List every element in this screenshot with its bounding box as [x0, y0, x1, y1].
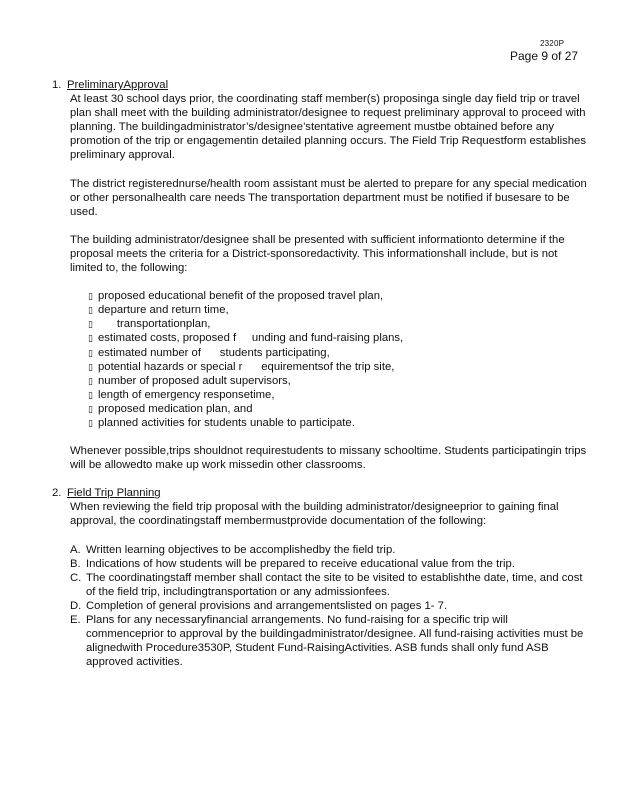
section-1-number: 1. — [52, 79, 62, 91]
bullet-icon: ▯ — [88, 347, 93, 358]
list-item: ▯ departure and return time, — [88, 304, 229, 317]
section-2-heading — [52, 486, 587, 500]
bullet-icon: ▯ — [88, 375, 93, 386]
bullet-icon: ▯ — [88, 417, 93, 428]
bullet-icon: ▯ — [88, 403, 93, 414]
bullet-icon: ▯ — [88, 319, 93, 330]
list-item: E. Plans for any necessaryfinancial arrangements. No fund-raising for a specific trip will commenceprior to approval by the buildingadministrator/designee. All fund-raising activities must be alignedwith Procedure3530P, Student Fund-RaisingActivities. ASB funds shall only fund ASB approved activities. — [70, 614, 584, 669]
document-body — [52, 78, 587, 669]
list-item: A. Written learning objectives to be accomplishedby the field trip. — [70, 543, 396, 556]
list-item: ▯ proposed medication plan, and — [88, 402, 253, 415]
list-item: B. Indications of how students will be prepared to receive educational value from the trip. — [70, 557, 515, 570]
list-item: ▯ estimated costs, proposed f unding and fund-raising plans, — [88, 332, 404, 345]
section-1-title: PreliminaryApproval — [67, 79, 169, 91]
list-item: ▯ estimated number of students participating, — [88, 346, 330, 359]
list-item: ▯ potential hazards or special r equirementsof the trip site, — [88, 360, 395, 373]
section-2-title: Field Trip Planning — [67, 487, 161, 500]
bullet-icon: ▯ — [88, 361, 93, 372]
list-item: C. The coordinatingstaff member shall contact the site to be visited to establishthe date, time, and cost of the field trip, includingtransportation or any admissionfees. — [70, 571, 583, 598]
section-1-closing: Whenever possible,trips shouldnot requirestudents to missany schooltime. Students participatingin trips will be allowedto make up work missedin other classrooms. — [70, 445, 587, 472]
list-item: ▯ transportationplan, — [88, 318, 211, 331]
list-item: ▯ planned activities for students unable to participate. — [88, 416, 355, 429]
list-item: D. Completion of general provisions and arrangementslisted on pages 1- 7. — [70, 599, 448, 612]
list-item: ▯ proposed educational benefit of the proposed travel plan, — [88, 290, 384, 303]
bullet-icon: ▯ — [88, 389, 93, 400]
procedure-code: 2320P — [540, 39, 565, 48]
page-number: Page 9 of 27 — [510, 49, 579, 63]
criteria-list — [88, 289, 587, 430]
section-1-paragraph: The building administrator/designee shall be presented with sufficient informationto determine if the proposal meets the criteria for a District-sponsoredactivity. This informationshall include, but is not limited to, the following: — [70, 233, 565, 275]
documentation-list — [70, 543, 587, 670]
section-1-paragraph: The district registerednurse/health room assistant must be alerted to prepare for any special medication or other personalhealth care needs The transportation department must be notified if busesare to be used. — [70, 177, 587, 218]
list-item: ▯ length of emergency responsetime, — [88, 388, 275, 401]
section-2-number: 2. — [52, 487, 62, 500]
list-item: ▯ number of proposed adult supervisors, — [88, 374, 291, 387]
bullet-icon: ▯ — [88, 333, 93, 344]
section-1-paragraph: At least 30 school days prior, the coordinating staff member(s) proposinga single day field trip or travel plan shall meet with the building administrator/designee to request preliminary approval to proceed with planning. The buildingadministrator’s/designee’stentative agreement mustbe obtained before any promotion of the trip or engagementin detailed planning occurs. The Field Trip Requestform establishes preliminary approval. — [70, 93, 586, 162]
bullet-icon: ▯ — [88, 291, 93, 302]
section-1-heading — [52, 78, 587, 92]
bullet-icon: ▯ — [88, 305, 93, 316]
section-2-intro: When reviewing the field trip proposal with the building administrator/designeeprior to gaining final approval, the coordinatingstaff membermustprovide documentation of the following: — [70, 501, 559, 528]
